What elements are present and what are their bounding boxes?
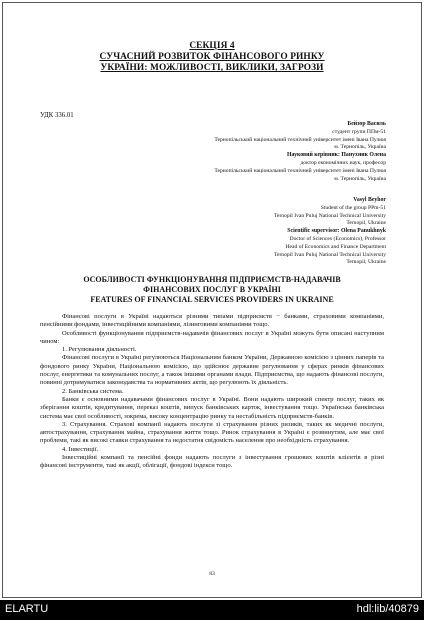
authors-ukrainian	[214, 121, 386, 183]
author-info-line: Бейзор Василь	[347, 121, 386, 127]
body-paragraph: Фінансові послуги в Україні надаються різними типами підприємств − банками, страховими компаніями, пенсійними фондами, інвестиційними компаніями, лізинговими компаніями тощо.	[40, 313, 384, 329]
author-info-line: Doctor of Sciences (Economics), Professor	[289, 235, 386, 242]
body-paragraph: 3. Страхування. Страхові компанії надають послуги зі страхування різних ризиків, таких як медичні послуги, автострахування, страхування майна, страхування життя тощо. Ринок страхування в Україні є розвинутим, але має свої проблеми, такі як високі ставки страхування та недостатня свідомість населення про необхідність страхування.	[40, 420, 384, 445]
author-info-line: Тернопільський національний технічний університет імені Івана Пулюя	[214, 167, 386, 174]
body-paragraph: Особливості функціонування підприємств-надавачів фінансових послуг в Україні можуть бути описані наступним чином:	[40, 329, 384, 345]
article-body	[40, 313, 384, 471]
author-info-line: Head of Economics and Finance Department	[285, 243, 386, 250]
body-paragraph: 1. Регулювання діяльності.	[62, 346, 137, 354]
page-number: 83	[209, 571, 215, 577]
author-info-line: Тернопільський національний технічний університет імені Івана Пулюя	[214, 136, 386, 143]
section-heading: СЕКЦІЯ 4	[189, 41, 235, 51]
section-title-line-1: СУЧАСНИЙ РОЗВИТОК ФІНАНСОВОГО РИНКУ	[99, 52, 325, 62]
body-paragraph: Банки є основними надавачами фінансових послуг в Україні. Вони надають широкий спектр послуг, таких як зберігання коштів, кредитування, переказ коштів, випуск банківських карток, інвестування тощо. Українська банківська система має свої особливості, зокрема, високу концентрацію ринку та нестабільність підприємств-банків.	[40, 395, 384, 420]
body-paragraph: Інвестиційні компанії та пенсійні фонди надають послуги з інвестування грошових коштів клієнтів в різні фінансові інструменти, такі як акції, облігації, фондові індекси тощо.	[40, 454, 384, 470]
author-info-line: м. Тернопіль, Україна	[334, 175, 386, 182]
body-paragraph: 4. Інвестиції.	[62, 445, 99, 453]
author-info-line: Vasyl Beyhor	[353, 197, 386, 203]
udk-code: УДК 336.01	[40, 112, 74, 119]
author-info-line: Ternopil, Ukraine	[346, 259, 386, 266]
author-info-line: студент групи ППм-51	[332, 128, 386, 135]
author-info-line: м. Тернопіль, Україна	[334, 144, 386, 151]
body-paragraph: Фінансові послуги в Україні регулюються Національним банком України, Державною комісією з цінних паперів та фондового ринку України, Національною комісією, що здійснює державне регулювання у сферах ринків фінансових послуг, енергетики та комунальних послуг, а також іншими органами влади. Підприємства, що надають фінансові послуги, повинні дотримуватися законодавства та нормативних актів, що регулюють їх діяльність.	[40, 354, 384, 387]
authors-english	[274, 197, 386, 267]
author-info-line: Ternopil, Ukraine	[346, 220, 386, 227]
body-paragraph: 2. Банківська система.	[62, 387, 124, 395]
section-title-line-2: УКРАЇНИ: МОЖЛИВОСТІ, ВИКЛИКИ, ЗАГРОЗИ	[100, 63, 324, 73]
author-info-line: Student of the group PPm-51	[320, 204, 386, 211]
footer-bar	[0, 600, 424, 620]
footer-repository-name: ELARTU	[5, 603, 49, 615]
article-title-en: FEATURES OF FINANCIAL SERVICES PROVIDERS IN UKRAINE	[90, 295, 334, 304]
author-info-line: доктор економічних наук, професор	[300, 159, 386, 166]
author-info-line: Ternopil Ivan Puluj National Technical University	[273, 251, 386, 258]
footer-handle-id: hdl:lib/40879	[356, 603, 419, 615]
author-info-line: Науковий керівник: Панухник Олена	[286, 152, 386, 159]
author-info-line: Ternopil Ivan Puluj National Technical University	[273, 212, 386, 219]
article-title-ua-line-2: ФІНАНСОВИХ ПОСЛУГ В УКРАЇНІ	[143, 285, 281, 294]
article-title-ua-line-1: ОСОБЛИВОСТІ ФУНКЦІОНУВАННЯ ПІДПРИЄМСТВ-НАДАВАЧІВ	[83, 275, 341, 284]
author-info-line: Scientific supervisor: Olena Panukhnyk	[287, 228, 386, 235]
